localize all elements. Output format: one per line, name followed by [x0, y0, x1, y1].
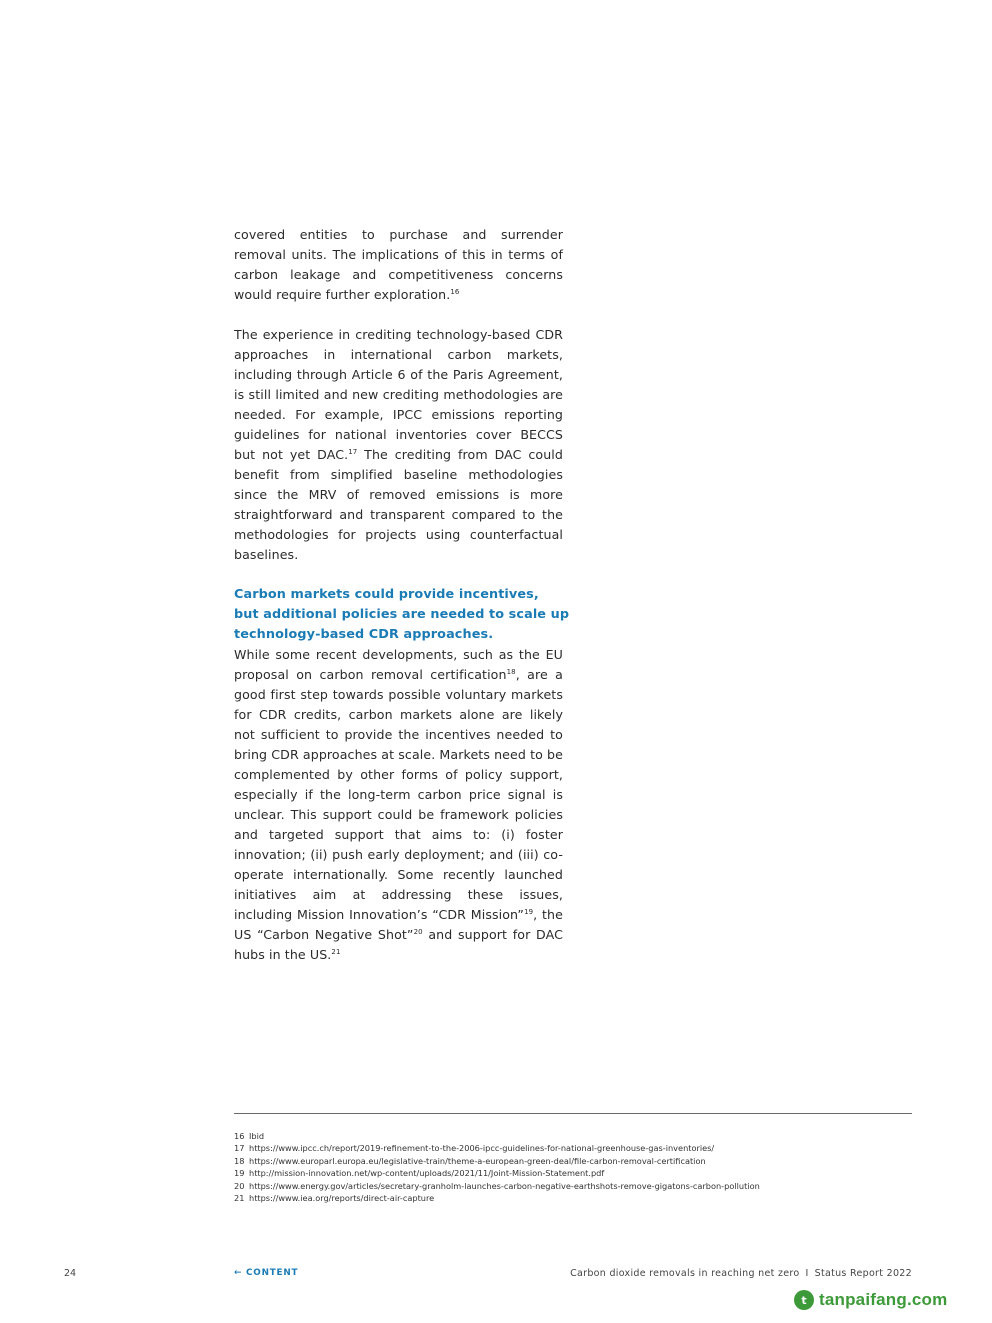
heading-line-3: technology-based CDR approaches.	[234, 627, 494, 642]
watermark-text: tanpaifang.com	[819, 1290, 948, 1309]
footnote-link[interactable]: https://www.energy.gov/articles/secretary-granholm-launches-carbon-negative-earthshots-remove-gigatons-carbon-pollution	[249, 1180, 760, 1191]
tanpaifang-logo-icon: t	[794, 1290, 814, 1310]
footnote-link[interactable]: https://www.ipcc.ch/report/2019-refinement-to-the-2006-ipcc-guidelines-for-national-greenhouse-gas-inventories/	[249, 1143, 715, 1154]
running-title: Carbon dioxide removals in reaching net zero I Status Report 2022	[570, 1268, 912, 1279]
section-heading	[234, 585, 570, 645]
footnote-ref-20[interactable]: 20	[413, 928, 423, 936]
paragraph-2: The experience in crediting technology-based CDR approaches in international carbon markets, including through Article 6 of the Paris Agreement, is still limited and new crediting methodologies are needed. For example, IPCC emissions reporting guidelines for national inventories cover BECCS but not yet DAC.$^{17}$ The crediting from DAC could benefit from simplified baseline methodologies since the MRV of removed emissions is more straightforward and transparent compared to the methodologies for projects using counterfactual baselines.	[234, 327, 563, 562]
footnote-ref-16[interactable]: 16	[450, 288, 460, 296]
footnote-ref-18[interactable]: 18	[506, 668, 516, 676]
footnote-link[interactable]: http://mission-innovation.net/wp-content/uploads/2021/11/Joint-Mission-Statement.pdf	[249, 1168, 605, 1179]
footnote-item[interactable]: 19 http://mission-innovation.net/wp-content/uploads/2021/11/Joint-Mission-Statement.pdf	[234, 1168, 605, 1179]
footnote-ref-21[interactable]: 21	[331, 948, 341, 956]
heading-line-1: Carbon markets could provide incentives,	[234, 587, 539, 602]
footnote-item[interactable]: 17 https://www.ipcc.ch/report/2019-refinement-to-the-2006-ipcc-guidelines-for-national-greenhouse-gas-inventories/	[234, 1143, 715, 1154]
paragraph-3: While some recent developments, such as the EU proposal on carbon removal certification$^{18}$, are a good first step towards possible voluntary markets for CDR credits, carbon markets alone are likely not sufficient to provide the incentives needed to bring CDR approaches at scale. Markets need to be complemented by other forms of policy support, especially if the long-term carbon price signal is unclear. This support could be framework policies and targeted support that aims to: (i) foster innovation; (ii) push early deployment; and (iii) co-operate internationally. Some recently launched initiatives aim at addressing these issues, including Mission Innovation’s “CDR Mission”$^{19}$, the US “Carbon Negative Shot”$^{20}$ and support for DAC hubs in the US.$^{21}$	[234, 647, 564, 962]
footnote-ref-17[interactable]: 17	[348, 448, 358, 456]
title-separator: I	[805, 1268, 809, 1279]
watermark	[794, 1290, 947, 1310]
footnote-item[interactable]: 18 https://www.europarl.europa.eu/legislative-train/theme-a-european-green-deal/file-carbon-removal-certification	[234, 1155, 706, 1166]
footnote-divider	[234, 1113, 912, 1114]
footnote-ref-19[interactable]: 19	[524, 908, 534, 916]
heading-line-2: but additional policies are needed to scale up	[234, 607, 570, 622]
footnote-item[interactable]: 20 https://www.energy.gov/articles/secretary-granholm-launches-carbon-negative-earthshots-remove-gigatons-carbon-pollution	[234, 1180, 760, 1191]
content-link[interactable]: ← CONTENT	[234, 1268, 299, 1278]
footnote-text: Ibid	[249, 1131, 265, 1141]
footnote-link[interactable]: https://www.iea.org/reports/direct-air-capture	[249, 1193, 435, 1204]
footnote-link[interactable]: https://www.europarl.europa.eu/legislative-train/theme-a-european-green-deal/file-carbon-removal-certification	[249, 1155, 706, 1166]
paragraph-1: covered entities to purchase and surrender removal units. The implications of this in terms of carbon leakage and competitiveness concerns would require further exploration.$^{16}$	[234, 227, 563, 302]
page-number: 24	[64, 1268, 77, 1279]
footnote-item: 16 Ibid	[234, 1131, 265, 1141]
main-text-column	[234, 225, 570, 965]
footnote-item[interactable]: 21 https://www.iea.org/reports/direct-air-capture	[234, 1193, 435, 1204]
footnotes-list	[234, 1130, 912, 1204]
